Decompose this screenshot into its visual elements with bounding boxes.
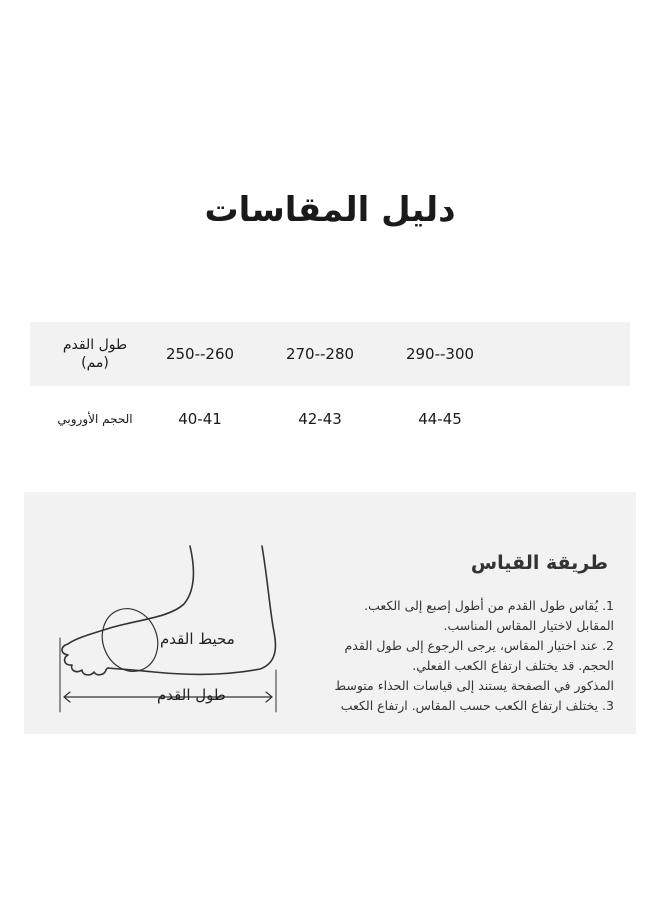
eu-size-row [30,386,630,452]
foot-circumference-label: محيط القدم [160,630,235,648]
foot-length-value-1: 250--260 [165,345,235,363]
foot-length-value-3: 290--300 [405,345,475,363]
step-line-5: المذكور في الصفحة يستند إلى قياسات الحذاء متوسط [334,678,614,693]
measurement-steps [324,596,614,716]
page-title: دليل المقاسات [204,190,456,230]
foot-length-unit: (مم) [81,355,109,371]
step-line-1: 1. يُقاس طول القدم من أطول إصبع إلى الكعب. [364,598,614,613]
eu-size-value-1: 40-41 [178,410,222,428]
step-line-6: 3. يختلف ارتفاع الكعب حسب المقاس. ارتفاع الكعب [340,698,614,713]
heel-outline-icon [108,546,275,674]
foot-length-diagram-label: طول القدم [157,686,226,704]
eu-size-value-3: 44-45 [418,410,462,428]
eu-size-value-2: 42-43 [298,410,342,428]
toes-icon [62,644,108,675]
circumference-ellipse-icon [93,600,167,680]
step-line-2: المقابل لاختيار المقاس المناسب. [443,618,614,633]
eu-size-label: الحجم الأوروبي [57,412,133,426]
foot-length-row [30,322,630,386]
foot-length-label-text: طول القدم [62,337,128,353]
foot-length-label [40,322,150,386]
size-table [30,322,630,452]
foot-length-value-2: 270--280 [285,345,355,363]
step-line-3: 2. عند اختيار المقاس، يرجى الرجوع إلى طول القدم [344,638,614,653]
measurement-method-title: طريقة القياس [470,552,608,574]
measurement-panel [24,492,636,734]
step-line-4: الحجم. قد يختلف ارتفاع الكعب الفعلي. [412,658,614,673]
